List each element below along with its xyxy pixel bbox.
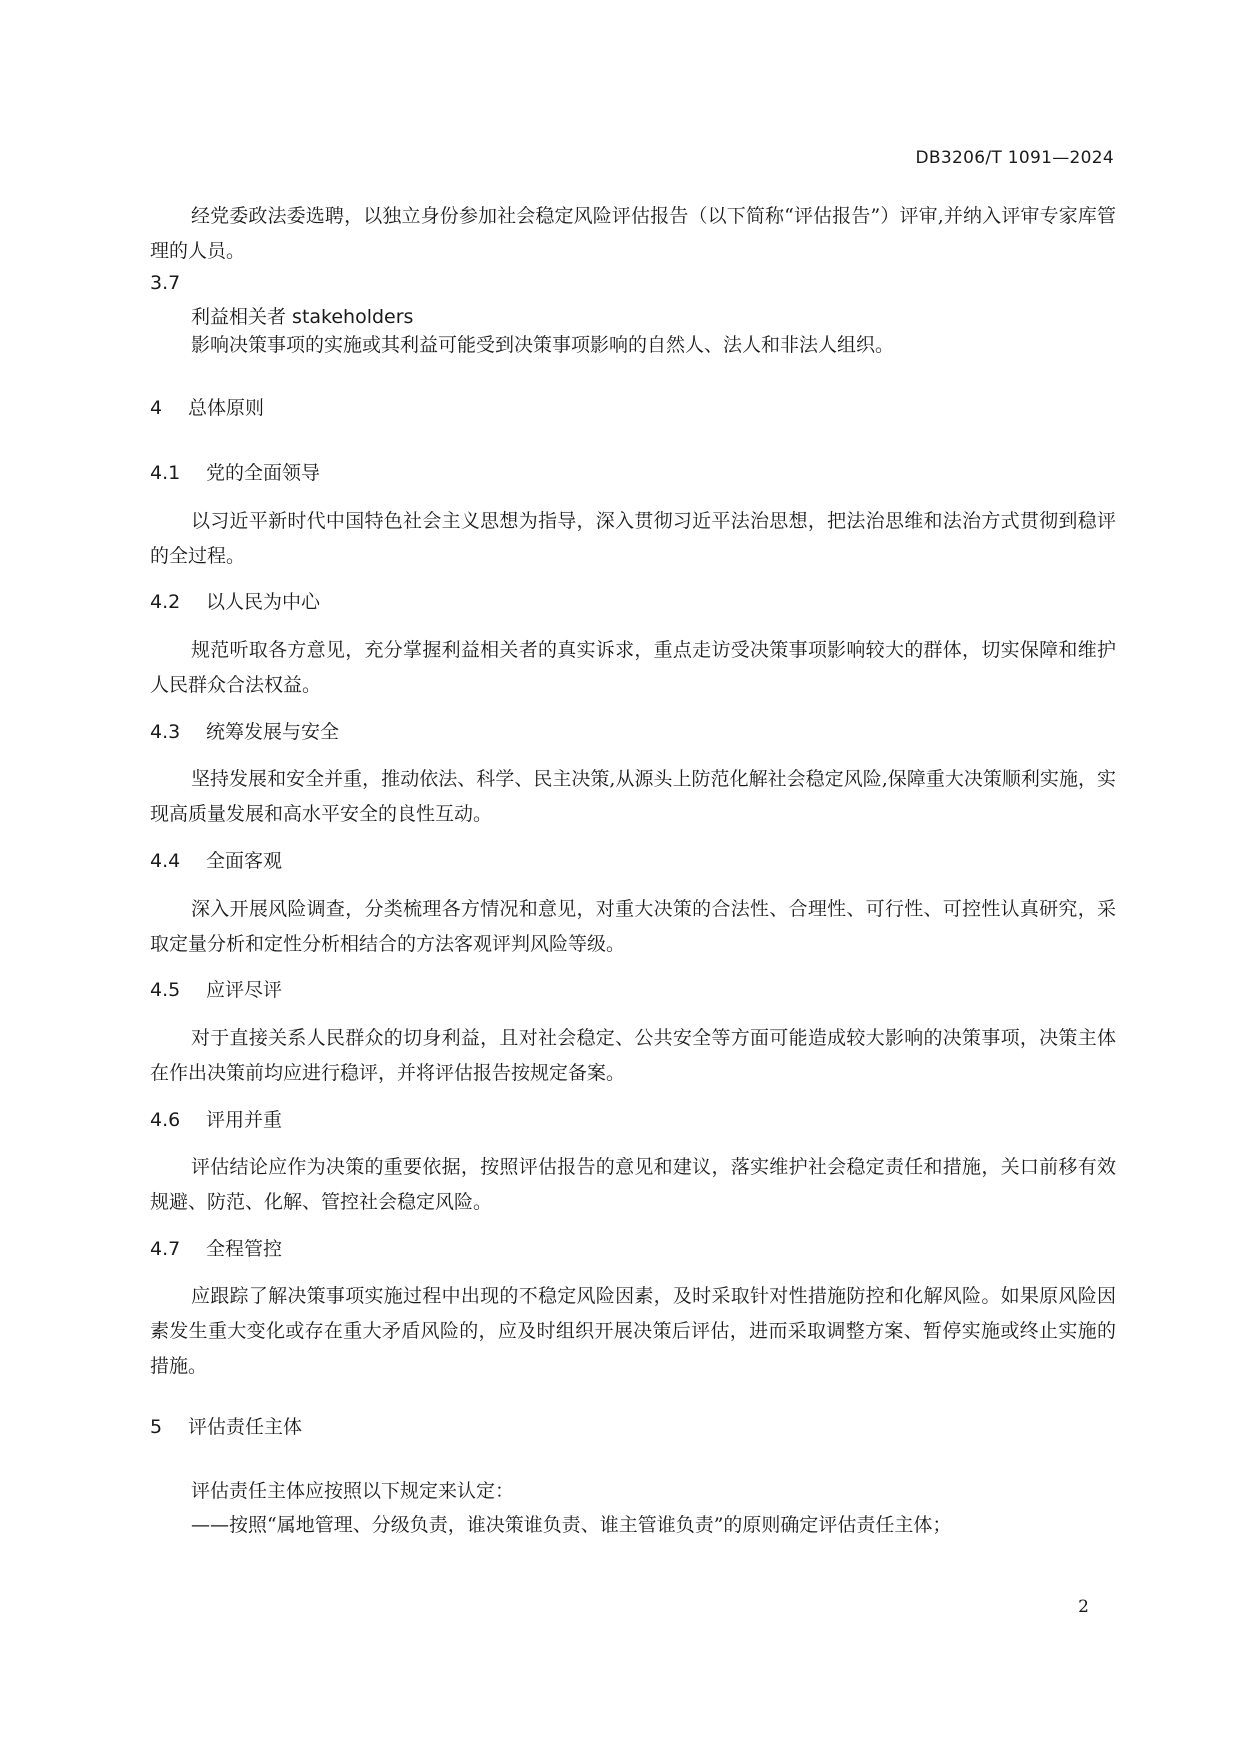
subsection-text: 以习近平新时代中国特色社会主义思想为指导，深入贯彻习近平法治思想，把法治思维和法治方式贯彻到稳评的全过程。 bbox=[150, 510, 1116, 567]
subsection-title: 全程管控 bbox=[206, 1238, 283, 1260]
subsection-title: 全面客观 bbox=[206, 850, 283, 872]
section-number: 4 bbox=[150, 397, 163, 419]
subsection-number: 4.3 bbox=[150, 721, 181, 743]
section-title: 总体原则 bbox=[188, 397, 265, 419]
subsection-text: 坚持发展和安全并重，推动依法、科学、民主决策,从源头上防范化解社会稳定风险,保障重大决策顺利实施，实现高质量发展和高水平安全的良性互动。 bbox=[150, 768, 1116, 825]
subsection-text: 规范听取各方意见，充分掌握利益相关者的真实诉求，重点走访受决策事项影响较大的群体，切实保障和维护人民群众合法权益。 bbox=[150, 639, 1116, 696]
section-4-heading bbox=[150, 391, 264, 426]
subsection-heading bbox=[150, 585, 320, 620]
section-title: 评估责任主体 bbox=[188, 1416, 303, 1438]
document-code: DB3206/T 1091—2024 bbox=[915, 148, 1114, 168]
subsection-text: 深入开展风险调查，分类梳理各方情况和意见，对重大决策的合法性、合理性、可行性、可控性认真研究，采取定量分析和定性分析相结合的方法客观评判风险等级。 bbox=[150, 898, 1116, 955]
subsection-heading bbox=[150, 973, 282, 1008]
subsection-title: 统筹发展与安全 bbox=[206, 721, 340, 743]
intro-paragraph: 经党委政法委选聘，以独立身份参加社会稳定风险评估报告（以下简称“评估报告”）评审,并纳入评审专家库管理的人员。 bbox=[150, 205, 1116, 262]
list-item: ——按照“属地管理、分级负责，谁决策谁负责、谁主管谁负责”的原则确定评估责任主体； bbox=[191, 1514, 952, 1536]
subsection-text: 评估结论应作为决策的重要依据，按照评估报告的意见和建议，落实维护社会稳定责任和措施，关口前移有效规避、防范、化解、管控社会稳定风险。 bbox=[150, 1156, 1116, 1213]
subsection-number: 4.5 bbox=[150, 979, 181, 1001]
section-5-lead: 评估责任主体应按照以下规定来认定： bbox=[191, 1480, 515, 1502]
subsection-title: 应评尽评 bbox=[206, 979, 283, 1001]
subsection-heading bbox=[150, 844, 282, 879]
subsection-text: 对于直接关系人民群众的切身利益，且对社会稳定、公共安全等方面可能造成较大影响的决策事项，决策主体在作出决策前均应进行稳评，并将评估报告按规定备案。 bbox=[150, 1027, 1116, 1084]
term-definition: 影响决策事项的实施或其利益可能受到决策事项影响的自然人、法人和非法人组织。 bbox=[191, 334, 895, 356]
subsection-title: 党的全面领导 bbox=[206, 462, 321, 484]
subsection-number: 4.2 bbox=[150, 591, 181, 613]
clause-3-7-number: 3.7 bbox=[150, 272, 181, 294]
subsection-heading bbox=[150, 1232, 282, 1267]
subsection-number: 4.1 bbox=[150, 462, 181, 484]
subsection-heading bbox=[150, 715, 339, 750]
section-5-heading bbox=[150, 1410, 302, 1445]
subsection-title: 评用并重 bbox=[206, 1109, 283, 1131]
term-stakeholders: 利益相关者 stakeholders bbox=[191, 306, 414, 328]
subsection-title: 以人民为中心 bbox=[206, 591, 321, 613]
subsection-number: 4.7 bbox=[150, 1238, 181, 1260]
subsection-number: 4.4 bbox=[150, 850, 181, 872]
subsection-heading bbox=[150, 456, 320, 491]
section-number: 5 bbox=[150, 1416, 163, 1438]
page-number: 2 bbox=[1078, 1597, 1089, 1617]
subsection-heading bbox=[150, 1103, 282, 1138]
subsection-number: 4.6 bbox=[150, 1109, 181, 1131]
subsection-text: 应跟踪了解决策事项实施过程中出现的不稳定风险因素，及时采取针对性措施防控和化解风险。如果原风险因素发生重大变化或存在重大矛盾风险的，应及时组织开展决策后评估，进而采取调整方案、暂停实施或终止实施的措施。 bbox=[150, 1285, 1116, 1377]
